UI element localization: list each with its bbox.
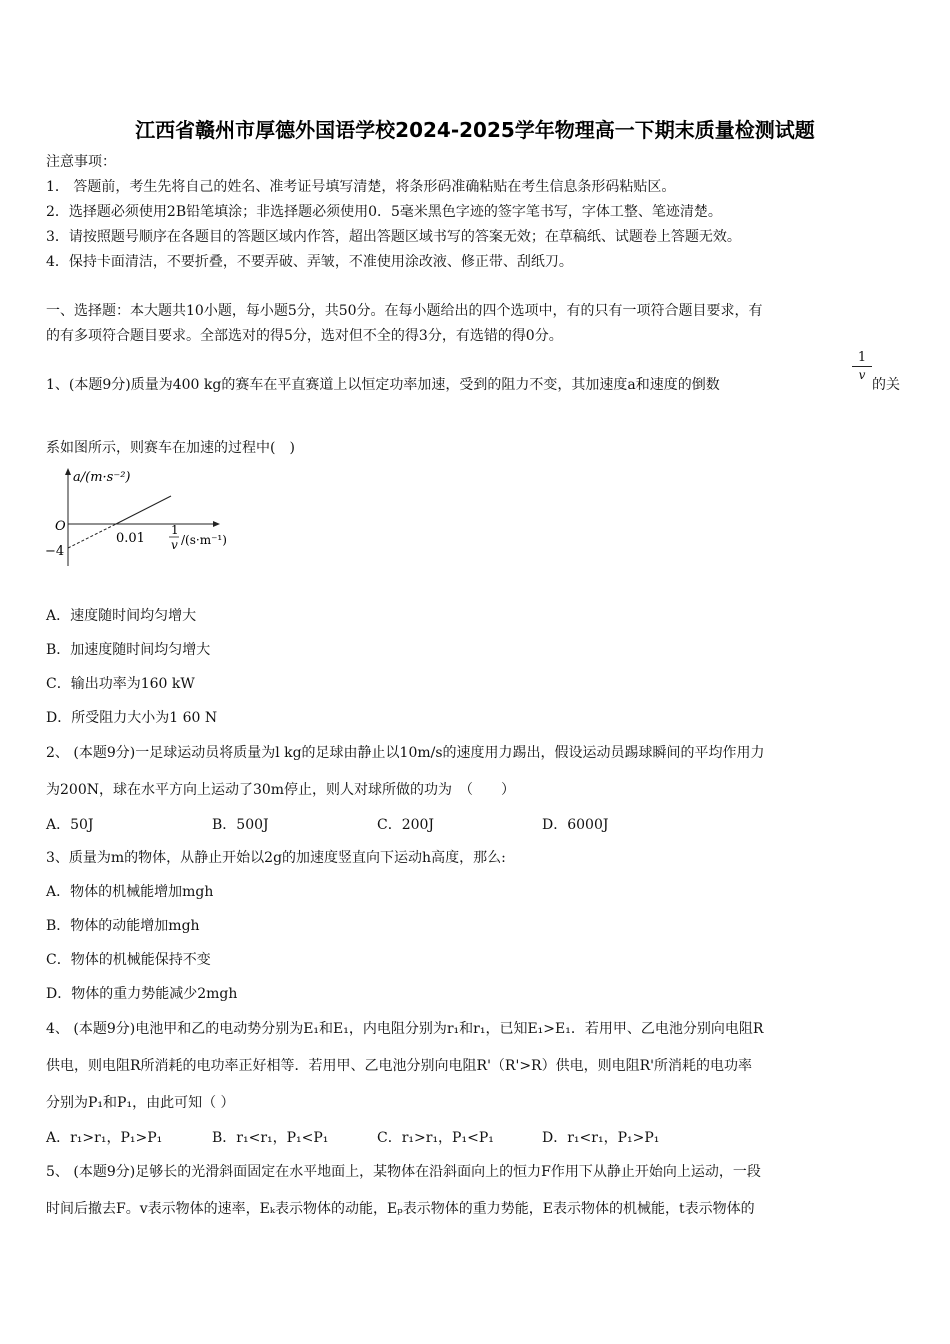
reciprocal-v-fraction (852, 350, 872, 383)
origin-label: O (55, 519, 66, 534)
q2-stem-line-2: 为200N，球在水平方向上运动了30m停止，则人对球所做的功为 （ ） (46, 782, 516, 798)
q1-stem-line-1-end: 的关 (872, 377, 900, 393)
notice-item: 2．选择题必须使用2B铅笔填涂；非选择题必须使用0．5毫米黑色字迹的签字笔书写，字体工整、笔迹清楚。 (46, 204, 722, 220)
notice-heading: 注意事项： (46, 154, 116, 170)
q1-stem-text: 1、(本题9分)质量为400 kg的赛车在平直赛道上以恒定功率加速，受到的阻力不变，其加速度a和速度的倒数 (46, 377, 720, 393)
notice-item: 3．请按照题号顺序在各题目的答题区域内作答，超出答题区域书写的答案无效；在草稿纸、试题卷上答题无效。 (46, 229, 741, 245)
x-label-denominator: v (171, 538, 178, 552)
x-label-numerator: 1 (171, 523, 179, 537)
y-tick-label: −4 (45, 544, 65, 559)
q3-option-a: A．物体的机械能增加mgh (46, 884, 214, 900)
q5-stem-line-2: 时间后撤去F。v表示物体的速率，Eₖ表示物体的动能，Eₚ表示物体的重力势能，E表示物体的机械能，t表示物体的 (46, 1201, 755, 1217)
q1-option-a: A．速度随时间均匀增大 (46, 608, 197, 624)
graph-line-dashed (68, 524, 116, 548)
q3-option-b: B．物体的动能增加mgh (46, 918, 200, 934)
q1-graph (40, 466, 250, 576)
q4-stem-line-3: 分别为P₁和P₁，由此可知（ ） (46, 1095, 235, 1111)
graph-line-solid (116, 496, 171, 524)
q4-option-d: D．r₁<r₁，P₁>P₁ (542, 1130, 660, 1146)
notice-item: 4．保持卡面清洁，不要折叠，不要弄破、弄皱，不准使用涂改液、修正带、刮纸刀。 (46, 254, 573, 270)
y-axis-arrow-icon (65, 468, 71, 475)
q2-option-d: D．6000J (542, 817, 609, 833)
section-instructions-line-1: 一、选择题：本大题共10小题，每小题5分，共50分。在每小题给出的四个选项中，有的只有一项符合题目要求，有 (46, 303, 763, 319)
y-axis-label: a/(m·s⁻²) (73, 470, 131, 485)
q3-option-d: D．物体的重力势能减少2mgh (46, 986, 238, 1002)
q4-option-c: C．r₁>r₁，P₁<P₁ (377, 1130, 494, 1146)
q4-stem-line-2: 供电，则电阻R所消耗的电功率正好相等．若用甲、乙电池分别向电阻R'（R'>R）供电，则电阻R'所消耗的电功率 (46, 1058, 752, 1074)
q4-option-b: B．r₁<r₁，P₁<P₁ (212, 1130, 329, 1146)
x-label-unit: /(s·m⁻¹) (181, 533, 227, 547)
fraction-numerator: 1 (852, 350, 872, 367)
section-instructions-line-2: 的有多项符合题目要求。全部选对的得5分，选对但不全的得3分，有选错的得0分。 (46, 328, 563, 344)
q4-stem-line-1: 4、 (本题9分)电池甲和乙的电动势分别为E₁和E₁，内电阻分别为r₁和r₁，已知E₁>E₁．若用甲、乙电池分别向电阻R (46, 1021, 764, 1037)
page-title: 江西省赣州市厚德外国语学校2024-2025学年物理高一下期末质量检测试题 (135, 118, 815, 142)
q1-option-d: D．所受阻力大小为1 60 N (46, 710, 218, 726)
fraction-denominator: v (858, 368, 866, 382)
x-tick-label: 0.01 (116, 531, 145, 546)
q4-option-a: A．r₁>r₁，P₁>P₁ (46, 1130, 163, 1146)
q1-option-b: B．加速度随时间均匀增大 (46, 642, 211, 658)
q2-stem-line-1: 2、 (本题9分)一足球运动员将质量为l kg的足球由静止以10m/s的速度用力踢出，假设运动员踢球瞬间的平均作用力 (46, 745, 765, 761)
q2-option-c: C．200J (377, 817, 435, 833)
q2-option-b: B．500J (212, 817, 269, 833)
x-axis-arrow-icon (213, 521, 220, 527)
notice-item: 1． 答题前，考生先将自己的姓名、准考证号填写清楚，将条形码准确粘贴在考生信息条形码粘贴区。 (46, 179, 676, 195)
q1-stem-line-2: 系如图所示，则赛车在加速的过程中( ) (46, 440, 295, 456)
q1-option-c: C．输出功率为160 kW (46, 676, 195, 692)
q2-option-a: A．50J (46, 817, 94, 833)
q3-stem: 3、质量为m的物体，从静止开始以2g的加速度竖直向下运动h高度，那么: (46, 850, 506, 866)
q3-option-c: C．物体的机械能保持不变 (46, 952, 211, 968)
q5-stem-line-1: 5、 (本题9分)足够长的光滑斜面固定在水平地面上，某物体在沿斜面向上的恒力F作用下从静止开始向上运动，一段 (46, 1164, 761, 1180)
q1-stem-line-1 (46, 375, 906, 395)
